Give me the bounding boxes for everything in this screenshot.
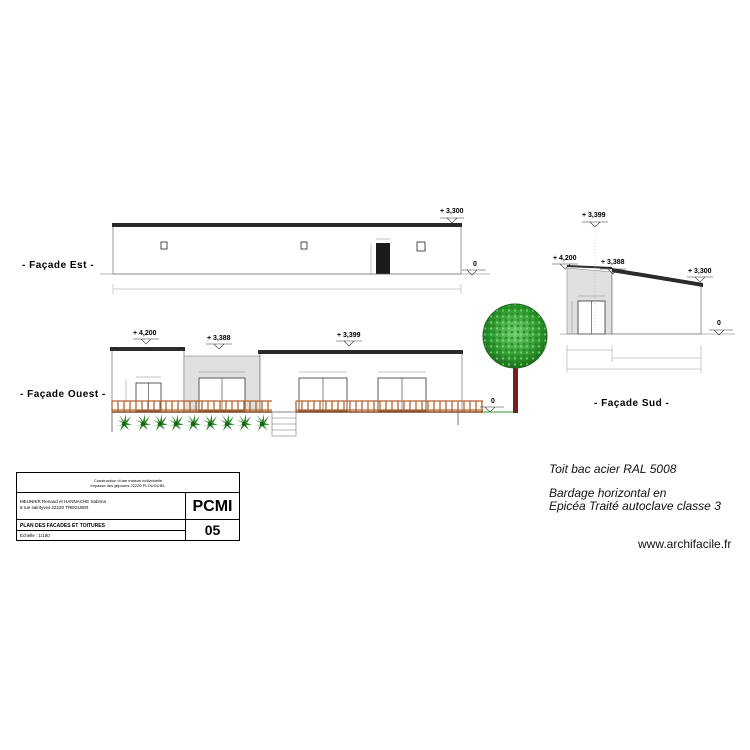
plant-icon [202, 414, 218, 431]
facade-est-window [161, 242, 167, 249]
document-code: PCMI [186, 493, 239, 520]
owner-line-1: MEUNIER Renaud et HANNACHE Sabrina [20, 499, 107, 504]
level-marker-icon [485, 407, 495, 412]
title-block-owner [17, 493, 186, 520]
plant-icon [168, 414, 184, 431]
plant-icon [152, 414, 168, 431]
level-ouest-left: + 4,200 [133, 330, 157, 337]
plant-icon [219, 414, 235, 431]
facade-ouest [110, 304, 547, 436]
facade-ouest-left-roof [110, 347, 185, 351]
level-marker-icon [695, 277, 705, 282]
level-sud-ground: 0 [717, 320, 721, 327]
owner-line-2: 6 rue saintyves 22220 TREGUIER [20, 504, 89, 510]
facade-est-window [301, 242, 307, 249]
facade-sud [552, 222, 735, 373]
level-marker-icon [214, 344, 224, 349]
facade-est-label: - Façade Est - [22, 260, 95, 271]
level-ouest-right: + 3,399 [337, 332, 361, 339]
level-sud-left: + 4,200 [553, 255, 577, 262]
terrace-steps [272, 412, 296, 436]
facade-est-wall [113, 226, 461, 274]
level-marker-icon [344, 341, 354, 346]
website-link[interactable]: www.archifacile.fr [638, 537, 732, 551]
facade-est [100, 218, 490, 294]
facade-est-door [376, 243, 390, 274]
plant-icon [236, 414, 252, 431]
project-line-2: Impasse des gitpones 22220 PLOUGUIEL [90, 483, 166, 488]
project-line-1: Construction d'une maison individuelle [93, 478, 163, 483]
level-marker-icon [447, 218, 457, 223]
level-marker-icon [141, 339, 151, 344]
level-sud-mid: + 3,388 [601, 259, 625, 266]
plant-icon [135, 414, 151, 431]
title-block-project [17, 473, 239, 493]
level-marker-icon [590, 222, 600, 227]
plant-row [116, 414, 270, 431]
facade-est-roof [112, 223, 462, 227]
sheet-number: 05 [204, 522, 221, 538]
facade-ouest-right-roof [258, 350, 463, 354]
plant-icon [254, 414, 270, 431]
tree-icon [483, 304, 547, 413]
facade-ouest-right-block [260, 353, 462, 412]
plan-scale: Echelle : 1/150 [17, 531, 186, 541]
level-sud-top: + 3,399 [582, 212, 606, 219]
level-est-ground: 0 [473, 261, 477, 268]
level-ouest-ground: 0 [491, 398, 495, 405]
cladding-note-line-1: Bardage horizontal en [549, 486, 667, 500]
plan-title: PLAN DES FACADES ET TOITURES [17, 520, 186, 531]
facade-sud-label: - Façade Sud - [594, 398, 670, 409]
title-block [16, 472, 240, 541]
facade-est-window [417, 242, 425, 251]
plant-icon [185, 414, 201, 431]
roof-note: Toit bac acier RAL 5008 [549, 462, 677, 476]
facade-ouest-label: - Façade Ouest - [20, 389, 106, 400]
level-ouest-mid: + 3,388 [207, 335, 231, 342]
level-est-roof: + 3,300 [440, 208, 464, 215]
plant-icon [116, 414, 132, 431]
cladding-note-line-2: Epicéa Traité autoclave classe 3 [549, 499, 721, 513]
level-sud-right: + 3,300 [688, 268, 712, 275]
